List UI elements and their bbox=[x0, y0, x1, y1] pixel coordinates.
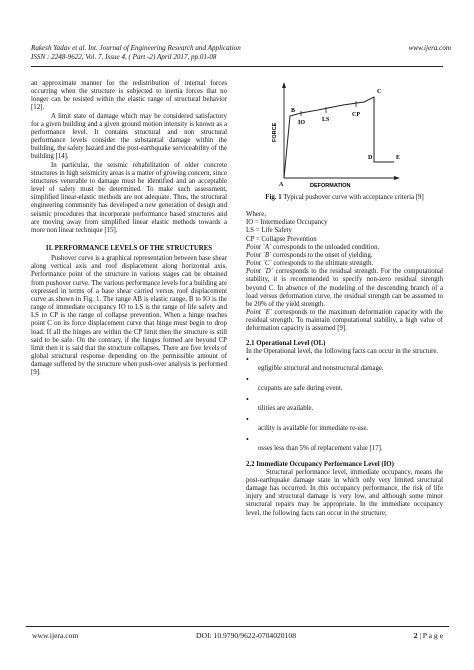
point-text: corresponds to the maximum deformation capacity with the residual strength. To maintain computational stability, a high value of deformation capacity is assumed [9]. bbox=[246, 309, 443, 333]
pushover-curve bbox=[284, 97, 394, 178]
y-axis-arrow bbox=[282, 82, 286, 88]
point-label: LS bbox=[322, 117, 330, 123]
point-definition bbox=[246, 252, 443, 260]
subsection-heading: 2.2 Immediate Occupancy Performance Level (IO) bbox=[246, 460, 394, 468]
point-label: A bbox=[279, 182, 284, 188]
point-label: B bbox=[291, 108, 296, 114]
page-number bbox=[414, 631, 443, 640]
bullet-marker: • bbox=[246, 435, 249, 445]
page-word: | P a g e bbox=[417, 631, 443, 640]
page-footer bbox=[26, 626, 449, 644]
issn-line: ISSN : 2248-9622, Vol. 7, Issue 4, ( Part -2) April 2017, pp.01-08 bbox=[31, 53, 217, 61]
figure-caption bbox=[246, 194, 443, 202]
header-rule bbox=[31, 66, 443, 67]
figure-number: Fig. 1 bbox=[265, 194, 282, 201]
journal-title: Rakesh Yadav et al. Int. Journal of Engineering Research and Application bbox=[31, 44, 241, 52]
point-definition bbox=[246, 260, 443, 268]
paragraph: A limit state of damage which may be considered satisfactory for a given building and a given ground motion intensity is known as a performance level. It contains structural and non structural performance levels consider the substantial damage within the building, the safety hazard and the post-earthquake serviceability of the building [14]. bbox=[31, 112, 227, 161]
left-column bbox=[31, 80, 227, 377]
x-axis-label: DEFORMATION bbox=[310, 183, 351, 189]
bullet-marker: • bbox=[246, 374, 249, 384]
definition: IO = Intermediate Occupancy bbox=[246, 219, 328, 227]
point-text: corresponds to the unloaded condition. bbox=[271, 243, 380, 251]
subsection-heading: 2.1 Operational Level (OL) bbox=[246, 339, 326, 347]
bullet-marker: • bbox=[246, 395, 249, 405]
footer-url[interactable]: www.ijera.com bbox=[32, 631, 79, 640]
point-name: Point `D` bbox=[246, 268, 273, 276]
point-name: Point `B` bbox=[246, 251, 272, 259]
pushover-curve-diagram bbox=[246, 80, 443, 190]
right-column bbox=[246, 80, 443, 518]
point-text: corresponds to the onset of yielding. bbox=[271, 251, 373, 259]
point-definition bbox=[246, 244, 443, 252]
bullet-marker: • bbox=[246, 354, 249, 364]
point-label: D bbox=[368, 155, 373, 161]
point-definition bbox=[246, 309, 443, 333]
paragraph: Structural performance level, immediate occupancy, means the post-earthquake damage state in which only very limited structural damage has occurred. In this occupancy performance, the risk of life injury and structural damage is very low, and although some minor structural repairs may be appropriate. In the immediate occupancy level, the following facts can occur in the structure; bbox=[246, 468, 443, 517]
footer-doi[interactable]: DOI: 10.9790/9622-0704020108 bbox=[196, 631, 296, 640]
paragraph: an approximate manner for the redistribution of internal forces occurring when the structure is subjected to inertia forces that no longer can be resisted within the elastic range of structural behavior [12]. bbox=[31, 80, 227, 112]
bullet-item: acility is available for immediate re-use. bbox=[258, 425, 369, 433]
definition: CP = Collapse Prevention bbox=[246, 235, 317, 243]
point-name: Point `E` bbox=[246, 309, 273, 317]
definition: LS = Life Safety bbox=[246, 227, 292, 235]
paragraph: Pushover curve is a graphical representation between base shear along vertical axis and roof displacement along horizontal axis. Performance point of the structure in various stages can be obtained from pushover curve. The various performance levels for a building are expressed in terms of a base shear carried versus roof displacement curve as shown in Fig. 1. The range AB is elastic range, B to IO is the range of immediate occupancy IO to LS is the range of life safety and LS to CP is the range of collapse prevention. When a hinge reaches point C on its force displacement curve that hinge must begin to drop load. If all the hinges are within the CP limit then the structure is still said to be safe. On the contrary, if the hinges formed are beyond CP limit then it is said that the structure collapses. There are five levels of global structural response depending on the permissible amount of damage suffered by the structure when push-over analysis is performed [9]. bbox=[31, 255, 227, 377]
bullet-marker: • bbox=[246, 415, 249, 425]
point-label: E bbox=[396, 155, 401, 161]
y-axis-label: FORCE bbox=[272, 122, 278, 142]
bullet-item: ccupants are safe during event. bbox=[258, 384, 343, 392]
point-definition bbox=[246, 268, 443, 309]
running-header bbox=[31, 44, 451, 62]
where-label: Where, bbox=[246, 211, 266, 219]
bullet-item: osses less than 5% of replacement value [17]. bbox=[258, 445, 383, 453]
section-heading: II. PERFORMANCE LEVELS OF THE STRUCTURES bbox=[45, 244, 213, 252]
point-name: Point `C` bbox=[246, 260, 272, 268]
paragraph: In particular, the seismic rehabilitation of older concrete structures in high seismicity areas is a matter of growing concern, since structures venerable to damage must be identified and an acceptable level of safety must be determined. To make such assessment, simplified linear-elastic methods are not adequate. Thus, the structural engineering community has developed a new generation of design and seismic procedures that incorporate performance based structures and are moving away from simplified linear elastic methods towards a more non linear technique [15]. bbox=[31, 161, 227, 234]
point-text: corresponds to the residual strength. For the computational stability, it is recommended to specify non-zero residual strength beyond C. In absence of the modeling of the descending branch of a load versus deformation curve, the residual strength can be assumed to be 20% of the yield strength. bbox=[246, 268, 443, 308]
x-axis-arrow bbox=[394, 176, 400, 180]
header-url[interactable]: www.ijera.com bbox=[408, 44, 451, 52]
pushover-figure bbox=[246, 80, 443, 190]
caption-text: Typical pushover curve with acceptance criteria [9] bbox=[281, 194, 424, 201]
bullet-item: tilities are available. bbox=[258, 405, 314, 413]
page-number-value: 2 bbox=[413, 631, 418, 640]
point-label: IO bbox=[298, 120, 306, 126]
point-label: CP bbox=[352, 112, 360, 118]
bullet-item: egligible structural and nonstructural damage. bbox=[258, 364, 384, 372]
point-label: C bbox=[377, 89, 382, 95]
point-text: corresponds to the ultimate strength. bbox=[271, 260, 374, 268]
point-name: Point `A` bbox=[246, 243, 272, 251]
paragraph: In the Operational level, the following facts can occur in the structure. bbox=[246, 347, 439, 355]
